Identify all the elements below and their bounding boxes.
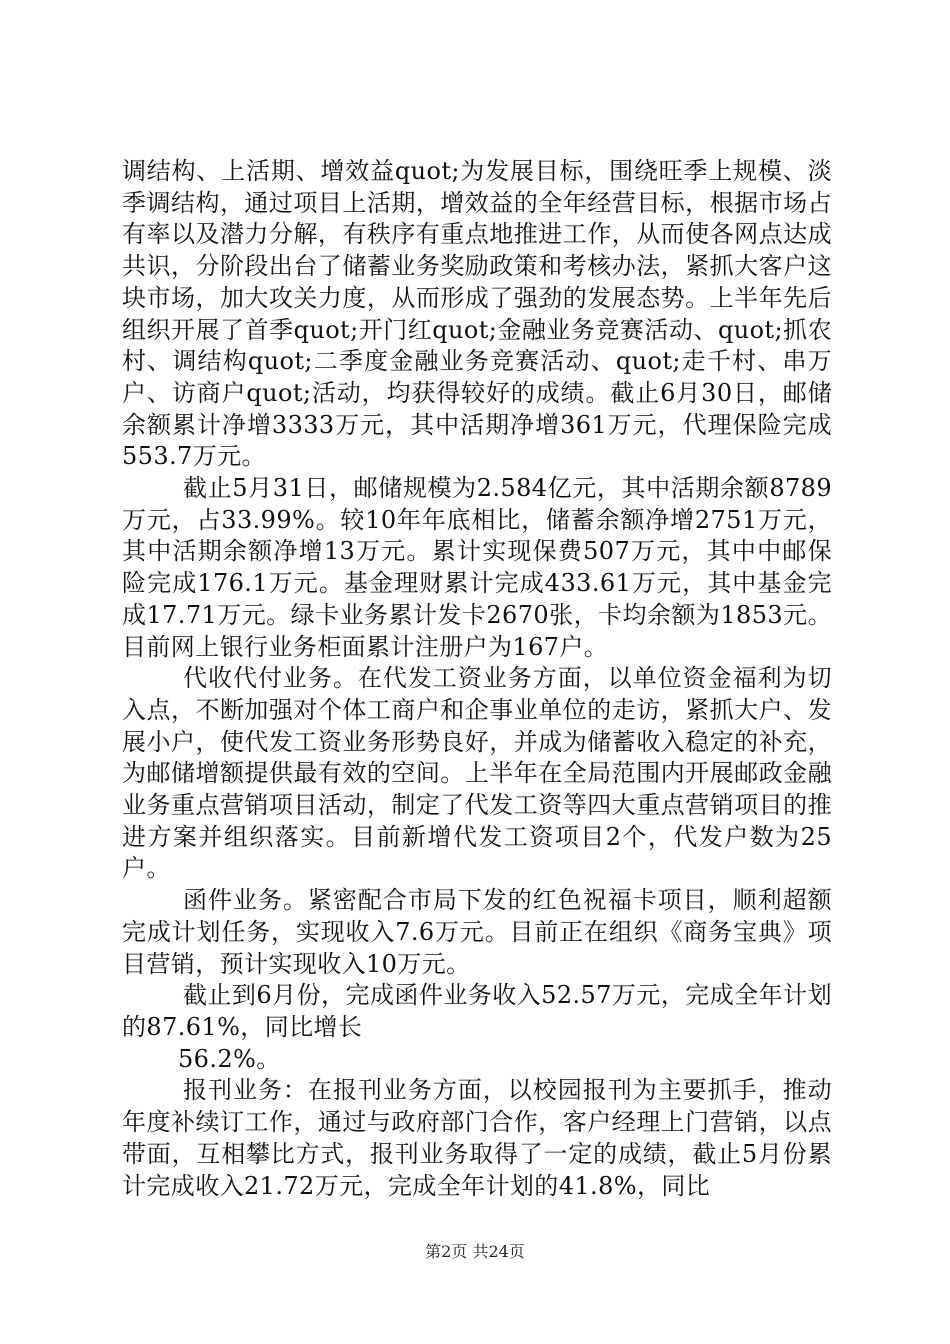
paragraph-5: 截止到6月份，完成函件业务收入52.57万元，完成全年计划的87.61%，同比增长: [122, 981, 832, 1041]
paragraph-3: 代收代付业务。在代发工资业务方面，以单位资金福利为切入点，不断加强对个体工商户和企事业单位的走访，紧抓大户、发展小户，使代发工资业务形势良好，并成为储蓄收入稳定的补充，为邮储增额提供最有效的空间。上半年在全局范围内开展邮政金融业务重点营销项目活动，制定了代发工资等四大重点营销项目的推进方案并组织落实。目前新增代发工资项目2个，代发户数为25户。: [122, 664, 832, 883]
paragraph-2: 截止5月31日，邮储规模为2.584亿元，其中活期余额8789万元，占33.99%。较10年年底相比，储蓄余额净增2751万元，其中活期余额净增13万元。累计实现保费507万元，其中中邮保险完成176.1万元。基金理财累计完成433.61万元，其中基金完成17.71万元。绿卡业务累计发卡2670张，卡均余额为1853元。目前网上银行业务柜面累计注册户为167户。: [122, 474, 832, 661]
paragraph-7: 报刊业务：在报刊业务方面，以校园报刊为主要抓手，推动年度补续订工作，通过与政府部门合作，客户经理上门营销，以点带面，互相攀比方式，报刊业务取得了一定的成绩，截止5月份累计完成收入21.72万元，完成全年计划的41.8%，同比: [122, 1076, 832, 1200]
document-body: [122, 156, 832, 1202]
paragraph-4: 函件业务。紧密配合市局下发的红色祝福卡项目，顺利超额完成计划任务，实现收入7.6万元。目前正在组织《商务宝典》项目营销，预计实现收入10万元。: [122, 886, 832, 978]
paragraph-1: 调结构、上活期、增效益quot;为发展目标，围绕旺季上规模、淡季调结构，通过项目上活期，增效益的全年经营目标，根据市场占有率以及潜力分解，有秩序有重点地推进工作，从而使各网点达成共识，分阶段出台了储蓄业务奖励政策和考核办法，紧抓大客户这块市场，加大攻关力度，从而形成了强劲的发展态势。上半年先后组织开展了首季quot;开门红quot;金融业务竞赛活动、quot;抓农村、调结构quot;二季度金融业务竞赛活动、quot;走千村、串万户、访商户quot;活动，均获得较好的成绩。截止6月30日，邮储余额累计净增3333万元，其中活期净增361万元，代理保险完成553.7万元。: [122, 157, 832, 471]
paragraph-6: 56.2%。: [178, 1044, 281, 1073]
page-footer: 第2页 共24页: [425, 1242, 525, 1261]
